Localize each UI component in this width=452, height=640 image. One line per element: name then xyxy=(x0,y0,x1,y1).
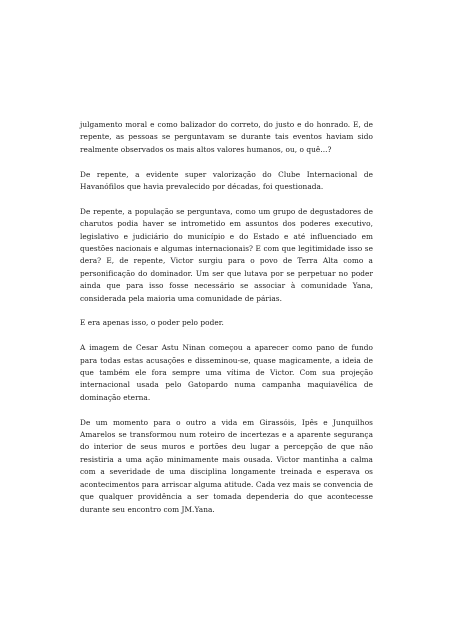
paragraph: julgamento moral e como balizador do correto, do justo e do honrado. E, de repente, as pessoas se perguntavam se durante tais eventos haviam sido realmente observados os mais altos valores humanos, ou, o quê...? xyxy=(80,120,373,154)
paragraph: E era apenas isso, o poder pelo poder. xyxy=(80,318,224,328)
paragraph: A imagem de Cesar Astu Ninan começou a aparecer como pano de fundo para todas estas acusações e disseminou-se, quase magicamente, a ideia de que também ele fora sempre uma vítima de Victor. Com sua projeção internacional usada pelo Gatopardo numa campanha maquiavélica de dominação eterna. xyxy=(80,343,373,402)
paragraph: De um momento para o outro a vida em Girassóis, Ipês e Junquilhos Amarelos se transformou num roteiro de incertezas e a aparente segurança do interior de seus muros e portões deu lugar a percepção de que não resistiria a uma ação minimamente mais ousada. Victor mantinha a calma com a severidade de uma disciplina longamente treinada e esperava os acontecimentos para arriscar alguma atitude. Cada vez mais se convencia de que qualquer providência a ser tomada dependeria do que acontecesse durante seu encontro com JM.Yana. xyxy=(80,417,373,514)
document-body xyxy=(80,119,373,528)
paragraph: De repente, a evidente super valorização do Clube Internacional de Havanófilos que havia prevalecido por décadas, foi questionada. xyxy=(80,169,373,192)
paragraph: De repente, a população se perguntava, como um grupo de degustadores de charutos podia haver se intrometido em assuntos dos poderes executivo, legislativo e judiciário do município e do Estado e até influenciado em questões nacionais e algumas internacionais? E com que legitimidade isso se dera? E, de repente, Victor surgiu para o povo de Terra Alta como a personificação do dominador. Um ser que lutava por se perpetuar no poder ainda que para isso fosse necessário se associar à comunidade Yana, considerada pela maioria uma comunidade de párias. xyxy=(80,206,373,303)
